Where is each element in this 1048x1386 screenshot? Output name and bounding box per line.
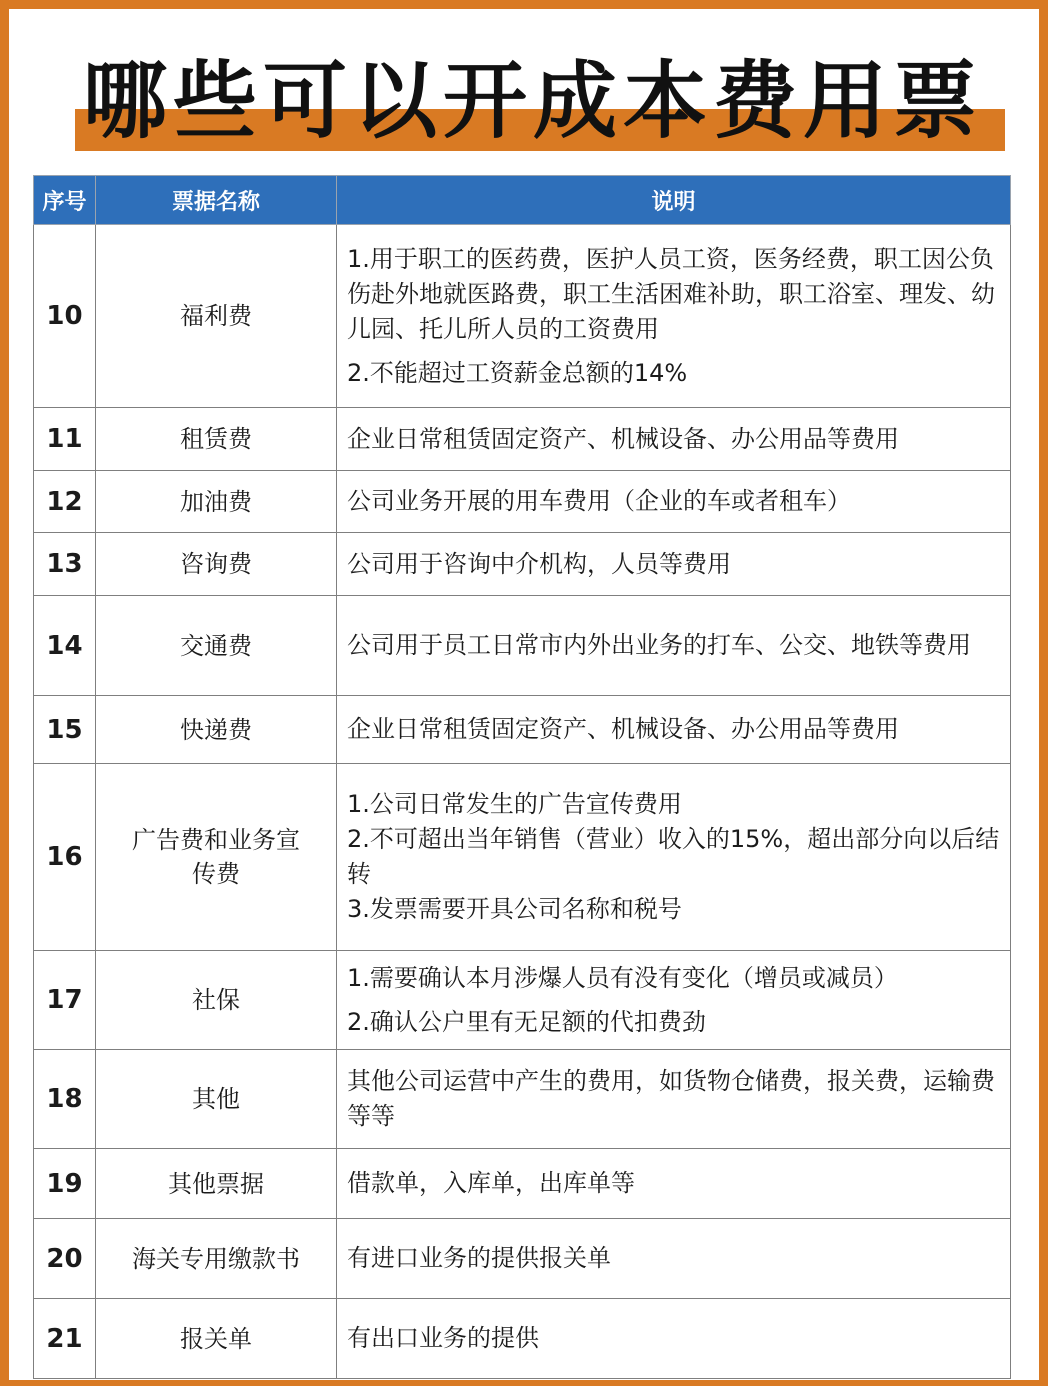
table-row: [34, 1149, 1011, 1219]
row-desc: [337, 225, 1011, 408]
row-name: 快递费: [96, 696, 337, 764]
page-title: 哪些可以开成本费用票: [82, 52, 983, 150]
row-name: 咨询费: [96, 533, 337, 596]
desc-line: 公司用于员工日常市内外出业务的打车、公交、地铁等费用: [347, 631, 971, 659]
row-no: 12: [34, 471, 96, 533]
table-row: [34, 533, 1011, 596]
desc-line: 1.需要确认本月涉爆人员有没有变化（增员或减员）: [347, 963, 898, 992]
row-desc: [337, 764, 1011, 951]
table-row: [34, 951, 1011, 1050]
desc-line: 借款单，入库单，出库单等: [347, 1169, 635, 1197]
row-name: 福利费: [96, 225, 337, 408]
table-row: [34, 408, 1011, 471]
row-desc: [337, 951, 1011, 1050]
row-no: 16: [34, 764, 96, 951]
desc-line: 2.确认公户里有无足额的代扣费劲: [347, 1007, 706, 1036]
row-desc: [337, 596, 1011, 696]
row-name: 广告费和业务宣传费: [96, 764, 337, 951]
row-desc: [337, 1299, 1011, 1379]
row-no: 13: [34, 533, 96, 596]
desc-line: 有出口业务的提供: [347, 1324, 539, 1352]
header-no: 序号: [34, 176, 96, 225]
row-no: 14: [34, 596, 96, 696]
row-no: 18: [34, 1050, 96, 1149]
desc-line: 其他公司运营中产生的费用，如货物仓储费，报关费，运输费等等: [347, 1067, 995, 1130]
row-name: 海关专用缴款书: [96, 1219, 337, 1299]
table-row: [34, 225, 1011, 408]
row-name: 交通费: [96, 596, 337, 696]
desc-line: 2.不能超过工资薪金总额的14%: [347, 358, 688, 387]
desc-line: 2.不可超出当年销售（营业）收入的15%，超出部分向以后结转: [347, 825, 1000, 888]
header-desc: 说明: [337, 176, 1011, 225]
desc-line: 1.公司日常发生的广告宣传费用: [347, 790, 682, 818]
row-name: 其他: [96, 1050, 337, 1149]
row-desc: [337, 408, 1011, 471]
title-area: [9, 9, 1048, 169]
row-desc: [337, 1050, 1011, 1149]
row-name: 加油费: [96, 471, 337, 533]
table-row: [34, 764, 1011, 951]
row-name: 社保: [96, 951, 337, 1050]
table-row: [34, 696, 1011, 764]
row-no: 20: [34, 1219, 96, 1299]
row-desc: [337, 1219, 1011, 1299]
row-no: 19: [34, 1149, 96, 1219]
desc-line: 企业日常租赁固定资产、机械设备、办公用品等费用: [347, 715, 899, 743]
row-desc: [337, 533, 1011, 596]
row-no: 17: [34, 951, 96, 1050]
desc-line: 1.用于职工的医药费，医护人员工资，医务经费，职工因公负伤赴外地就医路费，职工生活困难补助，职工浴室、理发、幼儿园、托儿所人员的工资费用: [347, 244, 995, 343]
row-desc: [337, 471, 1011, 533]
row-name: 报关单: [96, 1299, 337, 1379]
row-name: 其他票据: [96, 1149, 337, 1219]
header-name: 票据名称: [96, 176, 337, 225]
row-desc: [337, 696, 1011, 764]
row-no: 21: [34, 1299, 96, 1379]
row-desc: [337, 1149, 1011, 1219]
row-no: 11: [34, 408, 96, 471]
table-row: [34, 1299, 1011, 1379]
desc-line: 公司用于咨询中介机构，人员等费用: [347, 549, 731, 578]
row-name: 租赁费: [96, 408, 337, 471]
desc-line: 企业日常租赁固定资产、机械设备、办公用品等费用: [347, 424, 899, 453]
table-row: [34, 1050, 1011, 1149]
desc-line: 公司业务开展的用车费用（企业的车或者租车）: [347, 487, 851, 515]
desc-line: 3.发票需要开具公司名称和税号: [347, 895, 682, 923]
row-no: 10: [34, 225, 96, 408]
invoice-table: [33, 175, 1011, 1379]
table-row: [34, 596, 1011, 696]
desc-line: 有进口业务的提供报关单: [347, 1244, 611, 1272]
table-row: [34, 471, 1011, 533]
row-no: 15: [34, 696, 96, 764]
table-header-row: [34, 176, 1011, 225]
table-row: [34, 1219, 1011, 1299]
